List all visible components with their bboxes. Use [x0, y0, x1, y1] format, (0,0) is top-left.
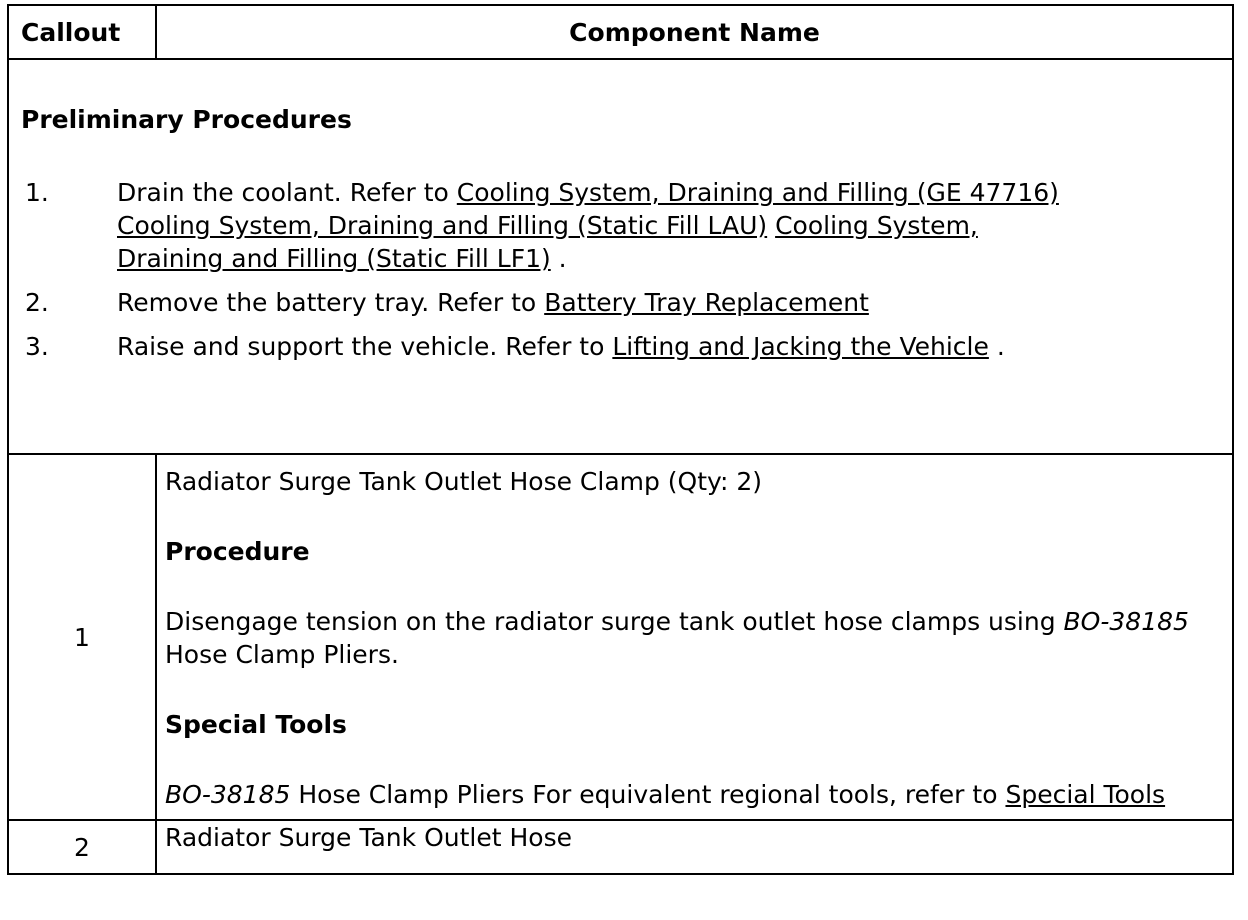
table-row — [8, 454, 1233, 820]
preliminary-steps — [21, 176, 1220, 363]
tools-text: Hose Clamp Pliers For equivalent regional tools, refer to — [290, 780, 1006, 809]
table-header-row — [8, 5, 1233, 59]
link-cooling-system-lf1[interactable]: Cooling System, Draining and Filling (Static Fill LF1) — [117, 211, 978, 273]
link-cooling-system-lau[interactable]: Cooling System, Draining and Filling (Static Fill LAU) — [117, 211, 768, 240]
components-table — [7, 4, 1234, 875]
special-tools-heading: Special Tools — [165, 710, 347, 739]
step-suffix: . — [550, 244, 567, 273]
list-item — [21, 330, 1220, 363]
preliminary-row — [8, 59, 1233, 454]
tool-number: BO-38185 — [165, 780, 291, 809]
preliminary-cell — [8, 59, 1233, 454]
link-special-tools[interactable]: Special Tools — [1005, 780, 1166, 809]
tool-number: BO-38185 — [1063, 607, 1189, 636]
step-prefix: Drain the coolant. Refer to — [117, 178, 457, 207]
step-number: 3. — [25, 332, 49, 361]
link-cooling-system-ge47716[interactable]: Cooling System, Draining and Filling (GE 47716) — [456, 178, 1059, 207]
list-item — [21, 286, 1220, 319]
component-name: Radiator Surge Tank Outlet Hose Clamp (Qty: 2) — [165, 467, 763, 496]
table-row — [8, 820, 1233, 874]
step-number: 1. — [25, 178, 49, 207]
procedure-text — [165, 605, 1220, 671]
header-callout: Callout — [8, 5, 156, 59]
step-text — [117, 286, 1220, 319]
special-tools-text — [165, 778, 1220, 811]
step-text — [117, 176, 1220, 275]
procedure-prefix: Disengage tension on the radiator surge tank outlet hose clamps using — [165, 607, 1064, 636]
header-component-name: Component Name — [156, 5, 1233, 59]
component-cell — [156, 454, 1233, 820]
callout-number: 2 — [8, 820, 156, 874]
link-lifting-jacking[interactable]: Lifting and Jacking the Vehicle — [612, 332, 989, 361]
step-text — [117, 330, 1220, 363]
preliminary-title: Preliminary Procedures — [21, 105, 352, 134]
step-number: 2. — [25, 288, 49, 317]
step-prefix: Remove the battery tray. Refer to — [117, 288, 545, 317]
step-prefix: Raise and support the vehicle. Refer to — [117, 332, 613, 361]
step-suffix: . — [988, 332, 1005, 361]
link-battery-tray[interactable]: Battery Tray Replacement — [544, 288, 869, 317]
list-item — [21, 176, 1220, 275]
procedure-heading: Procedure — [165, 537, 310, 566]
procedure-suffix: Hose Clamp Pliers. — [165, 640, 399, 669]
component-name: Radiator Surge Tank Outlet Hose — [156, 820, 1233, 874]
callout-number: 1 — [8, 454, 156, 820]
